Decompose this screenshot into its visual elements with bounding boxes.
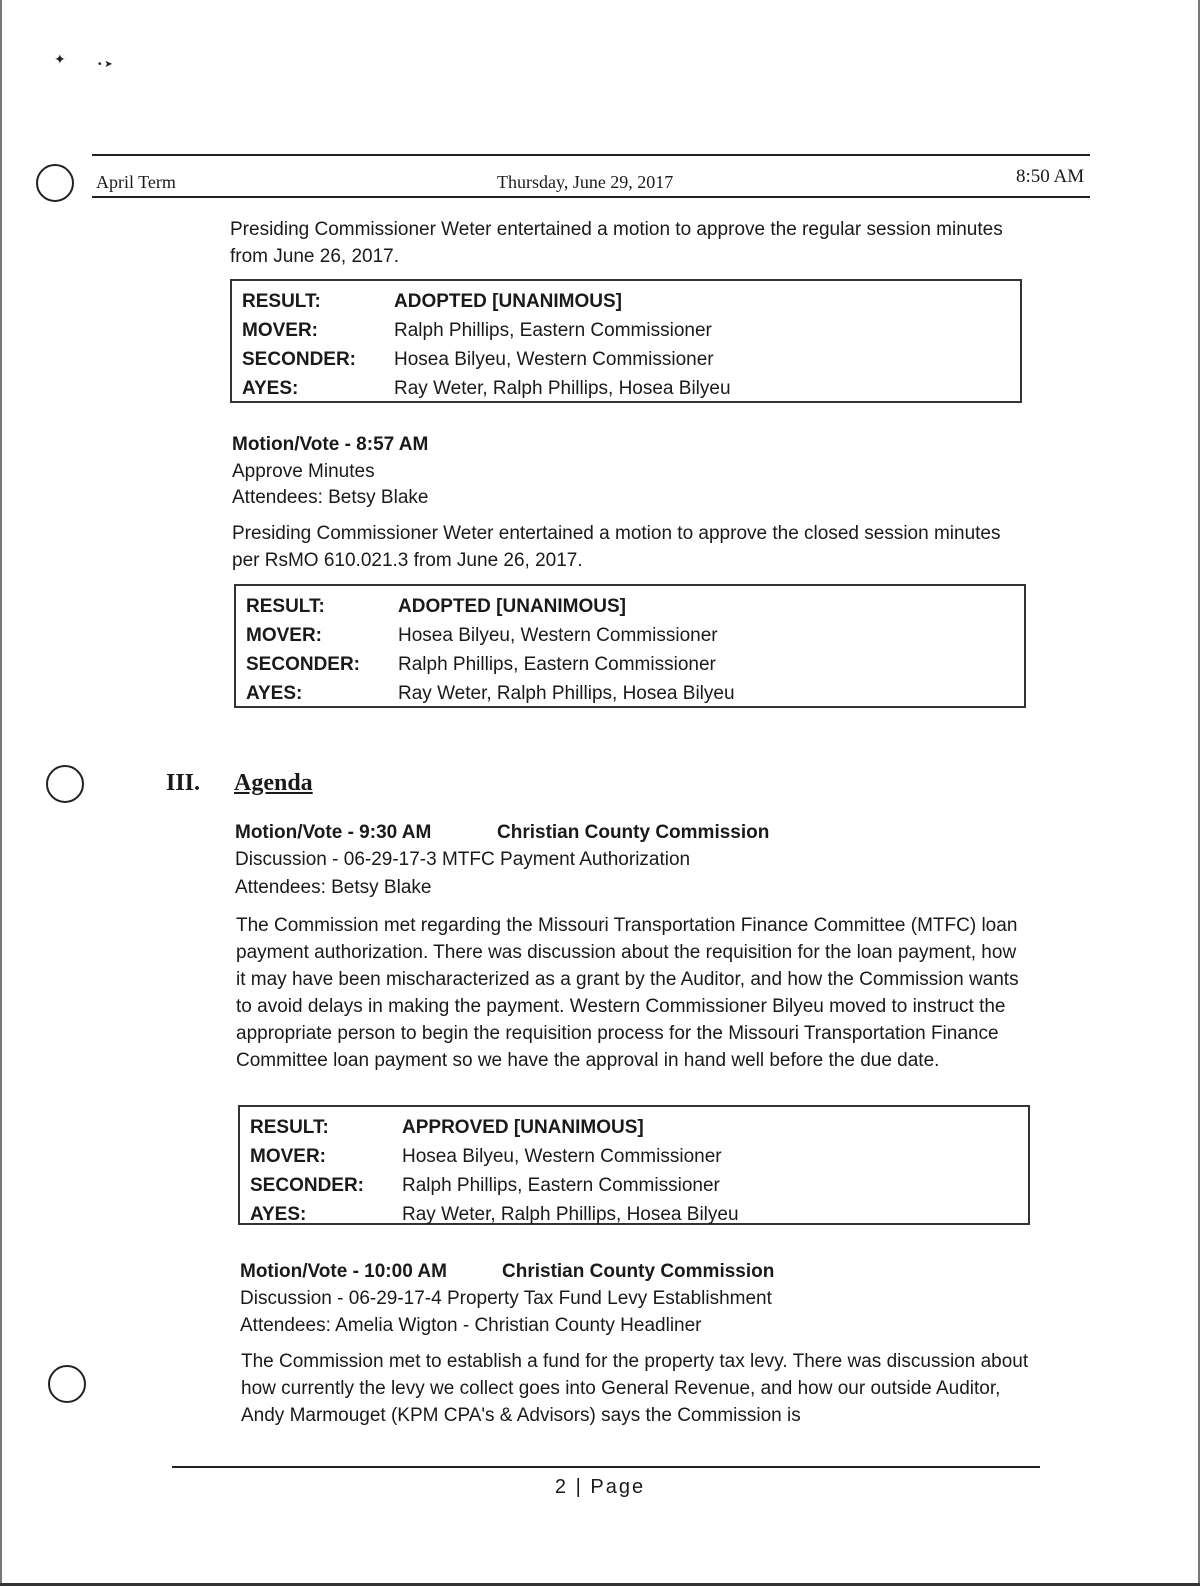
meeting-date: Thursday, June 29, 2017 <box>497 172 674 192</box>
vote-ayes: Ray Weter, Ralph Phillips, Hosea Bilyeu <box>402 1203 739 1225</box>
paragraph-regular-minutes: Presiding Commissioner Weter entertained a motion to approve the regular session minutes from June 26, 2017. <box>230 219 1003 267</box>
motion-subject: Approve Minutes <box>232 461 375 482</box>
motion-attendees: Attendees: Betsy Blake <box>232 487 429 508</box>
motion-heading: Motion/Vote - 10:00 AM <box>240 1261 447 1282</box>
vote-row-mover <box>242 316 1020 345</box>
vote-label: AYES: <box>246 682 303 704</box>
vote-mover: Hosea Bilyeu, Western Commissioner <box>398 624 718 646</box>
punch-hole <box>46 765 84 803</box>
motion-discussion: Discussion - 06-29-17-3 MTFC Payment Authorization <box>235 849 691 870</box>
motion-heading-row <box>235 820 769 846</box>
motion-attendees: Attendees: Betsy Blake <box>235 877 432 898</box>
vote-row-mover <box>246 621 1024 650</box>
meeting-time: 8:50 AM <box>1016 166 1085 187</box>
vote-row-result <box>246 592 1024 621</box>
vote-label: MOVER: <box>246 624 322 646</box>
vote-result: APPROVED [UNANIMOUS] <box>402 1116 644 1138</box>
motion-body: Christian County Commission <box>497 822 770 843</box>
vote-label: MOVER: <box>250 1145 326 1167</box>
scan-speck: ✦ <box>54 51 66 67</box>
paragraph-property-tax: The Commission met to establish a fund for the property tax levy. There was discussion about how currently the levy we collect goes into General Revenue, and how our outside Auditor, Andy Marmouget (KPM CPA's & Advisors) says the Commission is <box>241 1351 1029 1426</box>
vote-label: MOVER: <box>242 319 318 341</box>
scan-speck: • ➤ <box>98 59 113 70</box>
punch-hole <box>48 1365 86 1403</box>
vote-label: SECONDER: <box>250 1174 365 1196</box>
motion-discussion: Discussion - 06-29-17-4 Property Tax Fund Levy Establishment <box>240 1288 772 1309</box>
footer-rule <box>172 1466 1040 1468</box>
motion-heading-row <box>240 1259 774 1285</box>
vote-label: RESULT: <box>242 290 321 312</box>
term-label: April Term <box>96 172 176 192</box>
motion-attendees: Attendees: Amelia Wigton - Christian County Headliner <box>240 1315 702 1336</box>
vote-row-seconder <box>242 345 1020 374</box>
vote-seconder: Ralph Phillips, Eastern Commissioner <box>398 653 716 675</box>
vote-row-result <box>242 287 1020 316</box>
vote-label: AYES: <box>242 377 299 399</box>
scan-edge-left <box>0 0 2 1586</box>
vote-row-ayes <box>250 1200 1028 1229</box>
vote-row-seconder <box>250 1171 1028 1200</box>
vote-label: AYES: <box>250 1203 307 1225</box>
vote-row-mover <box>250 1142 1028 1171</box>
motion-heading: Motion/Vote - 8:57 AM <box>232 434 429 455</box>
vote-seconder: Hosea Bilyeu, Western Commissioner <box>394 348 714 370</box>
page-number: 2 | Page <box>554 1476 646 1498</box>
motion-body: Christian County Commission <box>502 1261 775 1282</box>
vote-box <box>234 584 1026 708</box>
vote-row-ayes <box>246 679 1024 708</box>
paragraph-closed-minutes: Presiding Commissioner Weter entertained a motion to approve the closed session minutes per RsMO 610.021.3 from June 26, 2017. <box>232 523 1001 571</box>
vote-row-seconder <box>246 650 1024 679</box>
vote-row-result <box>250 1113 1028 1142</box>
motion-heading: Motion/Vote - 9:30 AM <box>235 822 432 843</box>
vote-label: RESULT: <box>246 595 325 617</box>
vote-mover: Ralph Phillips, Eastern Commissioner <box>394 319 712 341</box>
vote-label: SECONDER: <box>242 348 357 370</box>
vote-ayes: Ray Weter, Ralph Phillips, Hosea Bilyeu <box>394 377 731 399</box>
header-rule <box>92 196 1090 198</box>
vote-row-ayes <box>242 374 1020 403</box>
vote-ayes: Ray Weter, Ralph Phillips, Hosea Bilyeu <box>398 682 735 704</box>
paragraph-mtfc: The Commission met regarding the Missouri Transportation Finance Committee (MTFC) loan payment authorization. There was discussion about the requisition for the loan payment, how it may have been mischaracterized as a grant by the Auditor, and how the Commission wants to avoid delays in making the payment. Western Commissioner Bilyeu moved to instruct the appropriate person to begin the requisition process for the Missouri Transportation Finance Committee loan payment so we have the approval in hand well before the due date. <box>236 915 1019 1071</box>
vote-seconder: Ralph Phillips, Eastern Commissioner <box>402 1174 720 1196</box>
vote-mover: Hosea Bilyeu, Western Commissioner <box>402 1145 722 1167</box>
vote-box <box>238 1105 1030 1225</box>
vote-box <box>230 279 1022 403</box>
vote-label: RESULT: <box>250 1116 329 1138</box>
header-rule <box>92 154 1090 156</box>
vote-result: ADOPTED [UNANIMOUS] <box>398 595 626 617</box>
section-title: Agenda <box>234 770 313 796</box>
vote-label: SECONDER: <box>246 653 361 675</box>
punch-hole <box>36 164 74 202</box>
vote-result: ADOPTED [UNANIMOUS] <box>394 290 622 312</box>
section-number: III. <box>166 770 201 796</box>
